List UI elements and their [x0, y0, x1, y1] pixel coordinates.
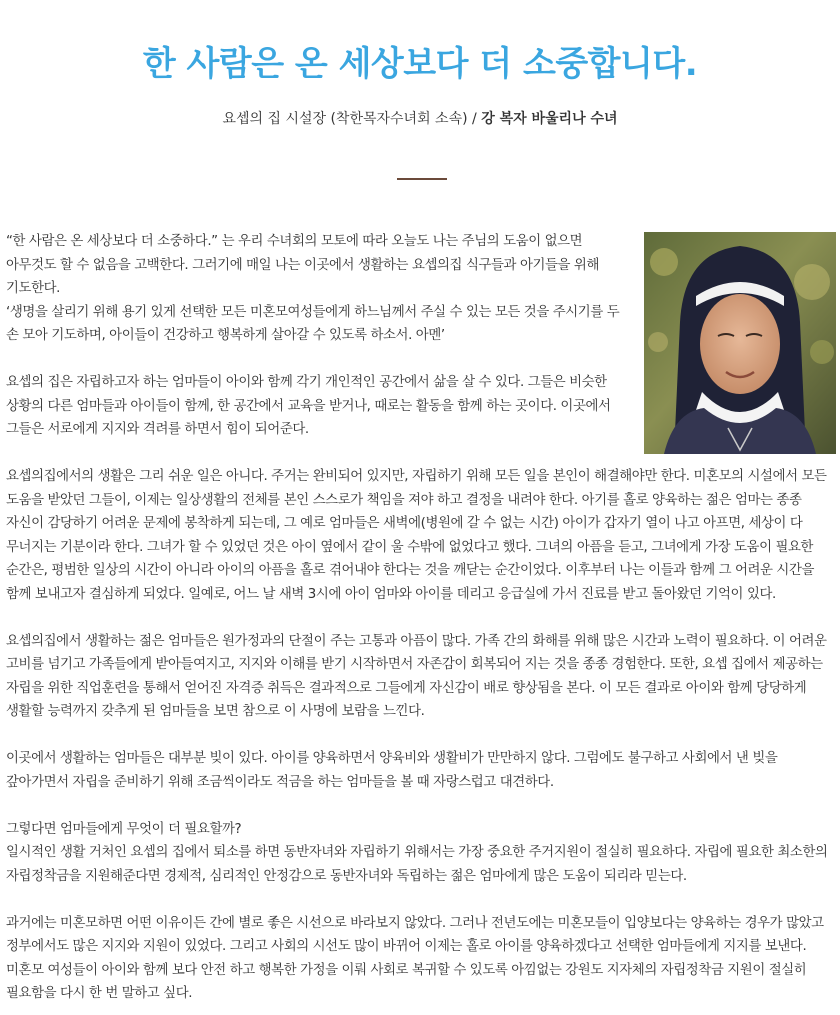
paragraph-4-line-1: 요셉의집에서 생활하는 젊은 엄마들은 원가정과의 단절이 주는 고통과 아픔이 많다. 가족 간의 화해를 위해 많은 시간과 노력이 필요하다. 이 어려운 고비를 넘기고 가족들에게 받아들여지고, 지지와 이해를 받기 시작하면서 자존감이 회복되어 지는 것을 종종 경험한다. 또한, 요셉 집에서 제공하는 자립을 위한 직업훈련을 통해서 얻어진 자격증 취득은 결과적으로 그들에게 자신감이 배로 향상됨을 본다. 이 모든 결과로 아이와 함께 당당하게 생활할 능력까지 갖추게 된 엄마들을 보면 참으로 이 사명에 보람을 느낀다.: [6, 633, 827, 719]
page-title: 한 사람은 온 세상보다 더 소중합니다.: [142, 44, 698, 84]
paragraph-1-line-2: ‘생명을 살리기 위해 용기 있게 선택한 모든 미혼모여성들에게 하느님께서 주실 수 있는 모든 것을 주시기를 두 손 모아 기도하며, 아이들이 건강하고 행복하게 살아갈 수 있도록 하소서. 아멘’: [6, 304, 620, 343]
paragraph-7-line-1: 과거에는 미혼모하면 어떤 이유이든 간에 별로 좋은 시선으로 바라보지 않았다. 그러나 전년도에는 미혼모들이 입양보다는 양육하는 경우가 많았고 정부에서도 많은 지지와 지원이 있었다. 그리고 사회의 시선도 많이 바뀌어 이제는 홀로 아이를 양육하겠다고 선택한 엄마들에게 지지를 보낸다. 미혼모 여성들이 아이와 함께 보다 안전 하고 행복한 가정을 이뤄 사회로 복귀할 수 있도록 아낌없는 강원도 지자체의 자립정착금 지원이 절실히 필요함을 다시 한 번 말하고 싶다.: [6, 915, 824, 1001]
paragraph-3-line-1: 요셉의집에서의 생활은 그리 쉬운 일은 아니다. 주거는 완비되어 있지만, 자립하기 위해 모든 일을 본인이 해결해야만 한다. 미혼모의 시설에서 모든 도움을 받았던 그들이, 이제는 일상생활의 전체를 본인 스스로가 책임을 져야 하고 결정을 내려야 한다. 아기를 홀로 양육하는 젊은 엄마는 종종 자신이 감당하기 어려운 문제에 봉착하게 되는데, 그 예로 엄마들은 새벽에(병원에 갈 수 없는 시간) 아이가 갑자기 열이 나고 아프면, 세상이 다 무너지는 기분이라 한다. 그녀가 할 수 있었던 것은 아이 옆에서 같이 울 수밖에 없었다고 했다. 그녀의 아픔을 듣고, 그녀에게 가장 도움이 필요한 순간은, 평범한 일상의 시간이 아니라 아이의 아픔을 홀로 겪어내야 한다는 것을 깨닫는 순간이었다. 이후부터 나는 이들과 함께 그 어려운 시간을 함께 보내고자 결심하게 되었다. 일예로, 어느 날 새벽 3시에 아이 엄마와 아이를 데리고 응급실에 가서 진료를 받고 돌아왔던 기억이 있다.: [6, 469, 827, 602]
paragraph-6: [6, 818, 836, 889]
paragraph-5: [6, 747, 836, 794]
title-divider: [397, 178, 447, 180]
paragraph-3: [6, 465, 836, 606]
paragraph-6-line-2: 일시적인 생활 거처인 요셉의 집에서 퇴소를 하면 동반자녀와 자립하기 위해서는 가장 중요한 주거지원이 절실히 필요하다. 자립에 필요한 최소한의 자립정착금을 지원해준다면 경제적, 심리적인 안정감으로 동반자녀와 독립하는 젊은 엄마에게 많은 도움이 되리라 믿는다.: [6, 845, 828, 884]
paragraph-1-line-1: “한 사람은 온 세상보다 더 소중하다.” 는 우리 수녀회의 모토에 따라 오늘도 나는 주님의 도움이 없으면 아무것도 할 수 없음을 고백한다. 그러기에 매일 나는 이곳에서 생활하는 요셉의집 식구들과 아기들을 위해 기도한다.: [6, 234, 600, 296]
author-portrait-photo: [644, 232, 836, 454]
paragraph-7: [6, 912, 836, 1006]
paragraph-4: [6, 630, 836, 724]
paragraph-2-line-1: 요셉의 집은 자립하고자 하는 엄마들이 아이와 함께 각기 개인적인 공간에서 삶을 살 수 있다. 그들은 비슷한 상황의 다른 엄마들과 아이들이 함께, 한 공간에서 교육을 받거나, 때로는 활동을 함께 하는 곳이다. 이곳에서 그들은 서로에게 지지와 격려를 하면서 힘이 되어준다.: [6, 375, 611, 437]
portrait-image: [644, 232, 836, 454]
byline: [0, 108, 840, 128]
paragraph-5-line-1: 이곳에서 생활하는 엄마들은 대부분 빚이 있다. 아이를 양육하면서 양육비와 생활비가 만만하지 않다. 그럼에도 불구하고 사회에서 낸 빚을 갚아가면서 자립을 준비하기 위해 조금씩이라도 적금을 하는 엄마들을 볼 때 자랑스럽고 대견하다.: [6, 751, 778, 790]
byline-affiliation: 요셉의 집 시설장 (착한목자수녀회 소속) /: [222, 111, 482, 127]
article-body: [6, 230, 836, 1006]
byline-author-name: 강 복자 바울리나 수녀: [481, 111, 618, 127]
paragraph-6-question: 그렇다면 엄마들에게 무엇이 더 필요할까?: [6, 821, 242, 837]
